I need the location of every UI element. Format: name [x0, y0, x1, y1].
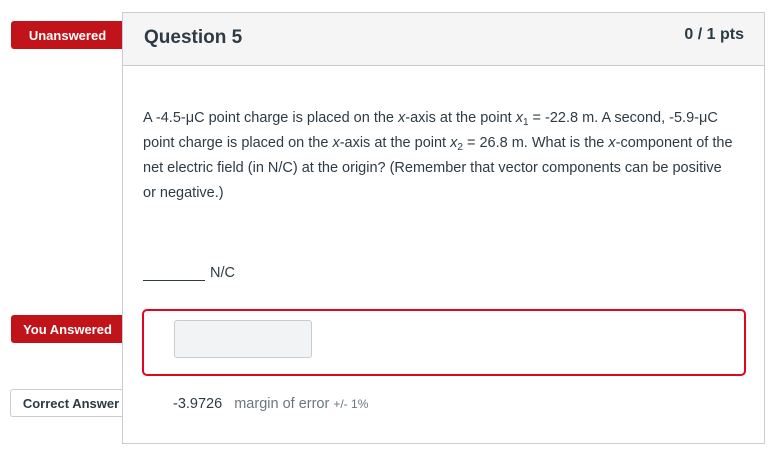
- answer-blank: [143, 265, 235, 281]
- question-points: 0 / 1 pts: [684, 26, 744, 43]
- you-answered-flag-label: You Answered: [23, 321, 112, 337]
- unanswered-flag: [11, 21, 124, 49]
- question-text-part: -component of the net electric field (in N/C) at the origin? (Remember that vector components can be positive or negative.): [143, 135, 733, 201]
- question-text-part: -axis at the point: [339, 135, 451, 151]
- correct-answer-row: [173, 396, 368, 412]
- margin-of-error-value: +/- 1%: [333, 397, 369, 411]
- x1-subscript: 1: [522, 117, 529, 128]
- blank-unit: N/C: [210, 265, 235, 281]
- question-text-part: A -4.5-μC point charge is placed on the: [143, 110, 399, 126]
- question-card: [122, 12, 765, 444]
- correct-answer-flag: [10, 389, 131, 417]
- you-answered-flag: [11, 315, 124, 343]
- x2-subscript: 2: [457, 142, 463, 153]
- x1-var: x: [515, 110, 523, 126]
- x-component-var: x: [608, 135, 616, 151]
- x2-var: x: [450, 135, 458, 151]
- x-axis-var: x: [332, 135, 340, 151]
- question-text-part: -axis at the point: [405, 110, 516, 126]
- question-text-part: = 26.8 m. What is the: [462, 135, 609, 151]
- question-title: Question 5: [144, 27, 243, 48]
- correct-answer-value: -3.9726: [173, 396, 223, 412]
- unanswered-flag-label: Unanswered: [28, 27, 107, 43]
- question-text-part: = -22.8 m. A second, -5.9-μC point charge is placed on the: [143, 110, 718, 151]
- blank-line: [143, 266, 205, 281]
- question-header: [123, 13, 764, 66]
- margin-of-error-label: margin of error: [234, 396, 330, 412]
- your-answer-field[interactable]: [174, 320, 312, 358]
- correct-answer-flag-label: Correct Answer: [22, 395, 120, 411]
- your-answer-box: [142, 309, 746, 376]
- x-axis-var: x: [398, 110, 406, 126]
- question-text: [143, 106, 733, 206]
